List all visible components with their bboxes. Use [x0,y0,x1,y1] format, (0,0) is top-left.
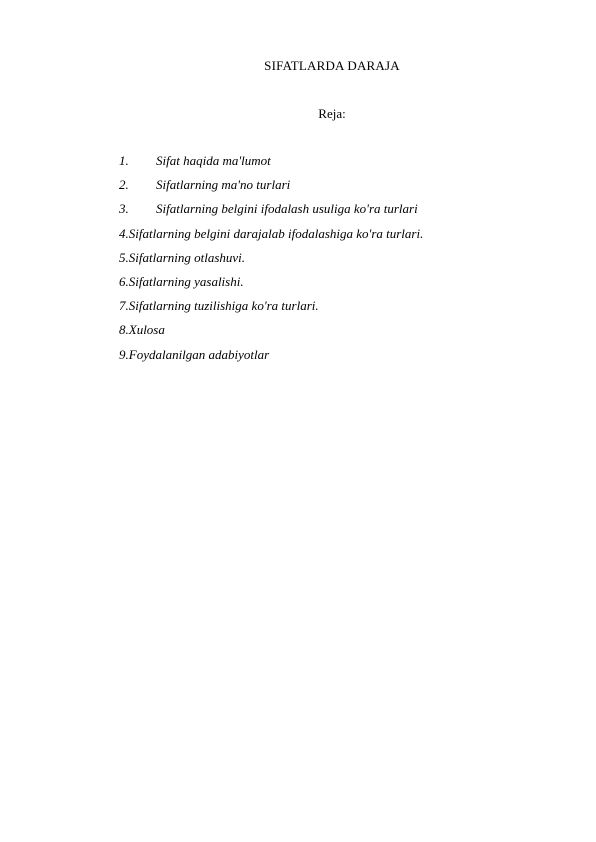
plan-item-number: 2. [119,177,129,193]
plan-item-text: Sifatlarning belgini ifodalash usuliga ko'ra turlari [156,201,418,217]
plan-item-text: 4.Sifatlarning belgini darajalab ifodalashiga ko'ra turlari. [119,225,424,241]
plan-item-text: 8.Xulosa [119,322,165,338]
plan-item [119,201,423,225]
document-title: SIFATLARDA DARAJA [264,58,400,73]
plan-item [119,250,423,274]
plan-item-number: 3. [119,201,129,217]
plan-item [119,226,423,250]
plan-item-text: Sifat haqida ma'lumot [156,153,271,168]
plan-list [119,153,423,371]
plan-item-text: 7.Sifatlarning tuzilishiga ko'ra turlari. [119,298,319,314]
plan-item [119,274,423,298]
plan-item [119,153,423,177]
plan-item-number: 1. [119,153,129,168]
plan-item [119,177,423,201]
plan-item-text: Sifatlarning ma'no turlari [156,177,291,193]
plan-heading: Reja: [318,106,346,121]
plan-item [119,347,423,371]
plan-item [119,298,423,322]
plan-item-text: 5.Sifatlarning otlashuvi. [119,249,246,265]
plan-item-text: 6.Sifatlarning yasalishi. [119,273,244,289]
plan-item-text: 9.Foydalanilgan adabiyotlar [119,346,270,362]
plan-item [119,322,423,346]
